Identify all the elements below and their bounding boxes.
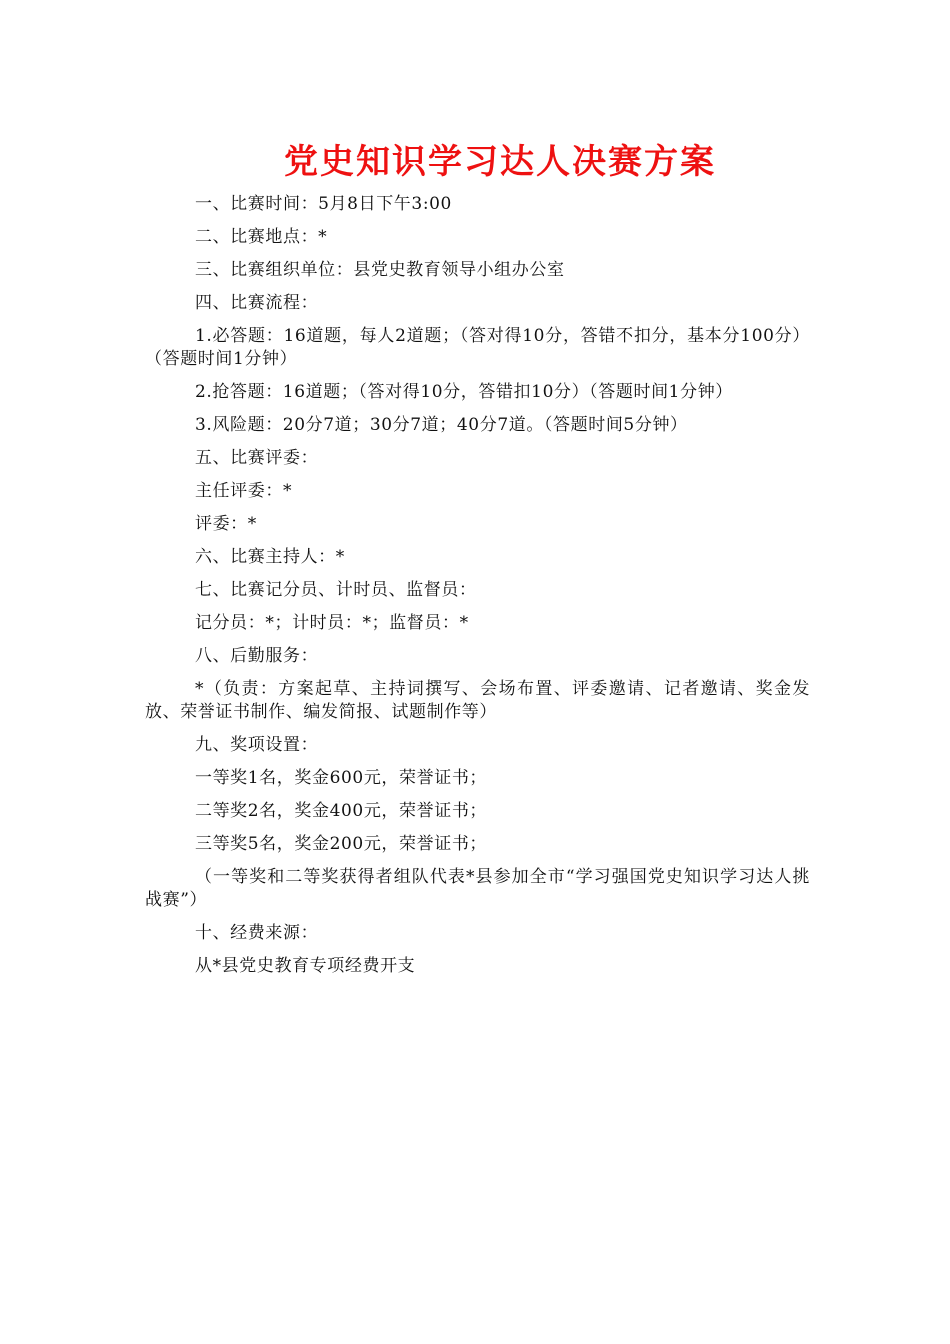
section-location: 二、比赛地点：* [194,227,328,247]
staff-list: 记分员：*；计时员：*；监督员：* [194,613,469,633]
document-title: 党史知识学习达人决赛方案 [284,142,716,182]
section-time: 一、比赛时间：5月8日下午3:00 [194,194,452,214]
award-second: 二等奖2名，奖金400元，荣誉证书； [194,801,488,821]
section-logistics-heading: 八、后勤服务： [194,646,319,666]
funding-detail: 从*县党史教育专项经费开支 [194,956,416,976]
award-third: 三等奖5名，奖金200元，荣誉证书； [194,834,488,854]
process-item-risk: 3.风险题：20分7道；30分7道；40分7道。（答题时间5分钟） [194,415,688,435]
judges: 评委：* [194,514,257,534]
process-item-buzzer: 2.抢答题：16道题；（答对得10分，答错扣10分）（答题时间1分钟） [194,382,733,402]
process-item-required: 1.必答题：16道题，每人2道题；（答对得10分，答错不扣分，基本分100分）（答题时间1分钟） [145,326,810,369]
section-judges-heading: 五、比赛评委： [194,448,319,468]
logistics-detail: *（负责：方案起草、主持词撰写、会场布置、评委邀请、记者邀请、奖金发放、荣誉证书制作、编发简报、试题制作等） [145,679,810,722]
section-host: 六、比赛主持人：* [194,547,345,567]
section-process-heading: 四、比赛流程： [194,293,319,313]
award-note: （一等奖和二等奖获得者组队代表*县参加全市“学习强国党史知识学习达人挑战赛”） [145,867,810,910]
section-funding-heading: 十、经费来源： [194,923,319,943]
section-awards-heading: 九、奖项设置： [194,735,319,755]
award-first: 一等奖1名，奖金600元，荣誉证书； [194,768,488,788]
section-organizer: 三、比赛组织单位：县党史教育领导小组办公室 [194,260,565,280]
section-staff-heading: 七、比赛记分员、计时员、监督员： [194,580,477,600]
chief-judge: 主任评委：* [194,481,293,501]
document-body [145,193,810,988]
